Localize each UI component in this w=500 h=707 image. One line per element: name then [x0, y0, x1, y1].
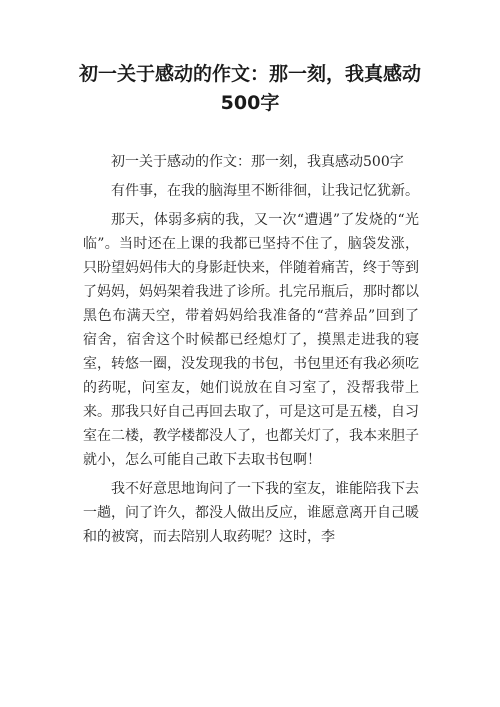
document-title: 初一关于感动的作文：那一刻，我真感动500字: [78, 63, 421, 114]
paragraph: 初一关于感动的作文：那一刻，我真感动500字: [111, 154, 404, 170]
paragraph: 有件事，在我的脑海里不断徘徊，让我记忆犹新。: [111, 183, 419, 199]
paragraph: 我不好意思地询问了一下我的室友，谁能陪我下去一趟，问了许久，都没人做出反应，谁愿意离开自己暖和的被窝，而去陪别人取药呢？这时，李: [83, 481, 419, 545]
document-body: [83, 150, 419, 554]
paragraph: 那天，体弱多病的我，又一次“遭遇”了发烧的“光临”。当时还在上课的我都已坚持不住了，脑袋发涨，只盼望妈妈伟大的身影赶快来，伴随着痛苦，终于等到了妈妈，妈妈架着我进了诊所。扎完吊瓶后，那时都以黑色布满天空，带着妈妈给我准备的“营养品”回到了宿舍，宿舍这个时候都已经熄灯了，摸黑走进我的寝室，转悠一圈，没发现我的书包，书包里还有我必须吃的药呢，问室友，她们说放在自习室了，没帮我带上来。那我只好自己再回去取了，可是这可是五楼，自习室在二楼，教学楼都没人了，也都关灯了，我本来胆子就小，怎么可能自己敢下去取书包啊！: [83, 212, 419, 468]
